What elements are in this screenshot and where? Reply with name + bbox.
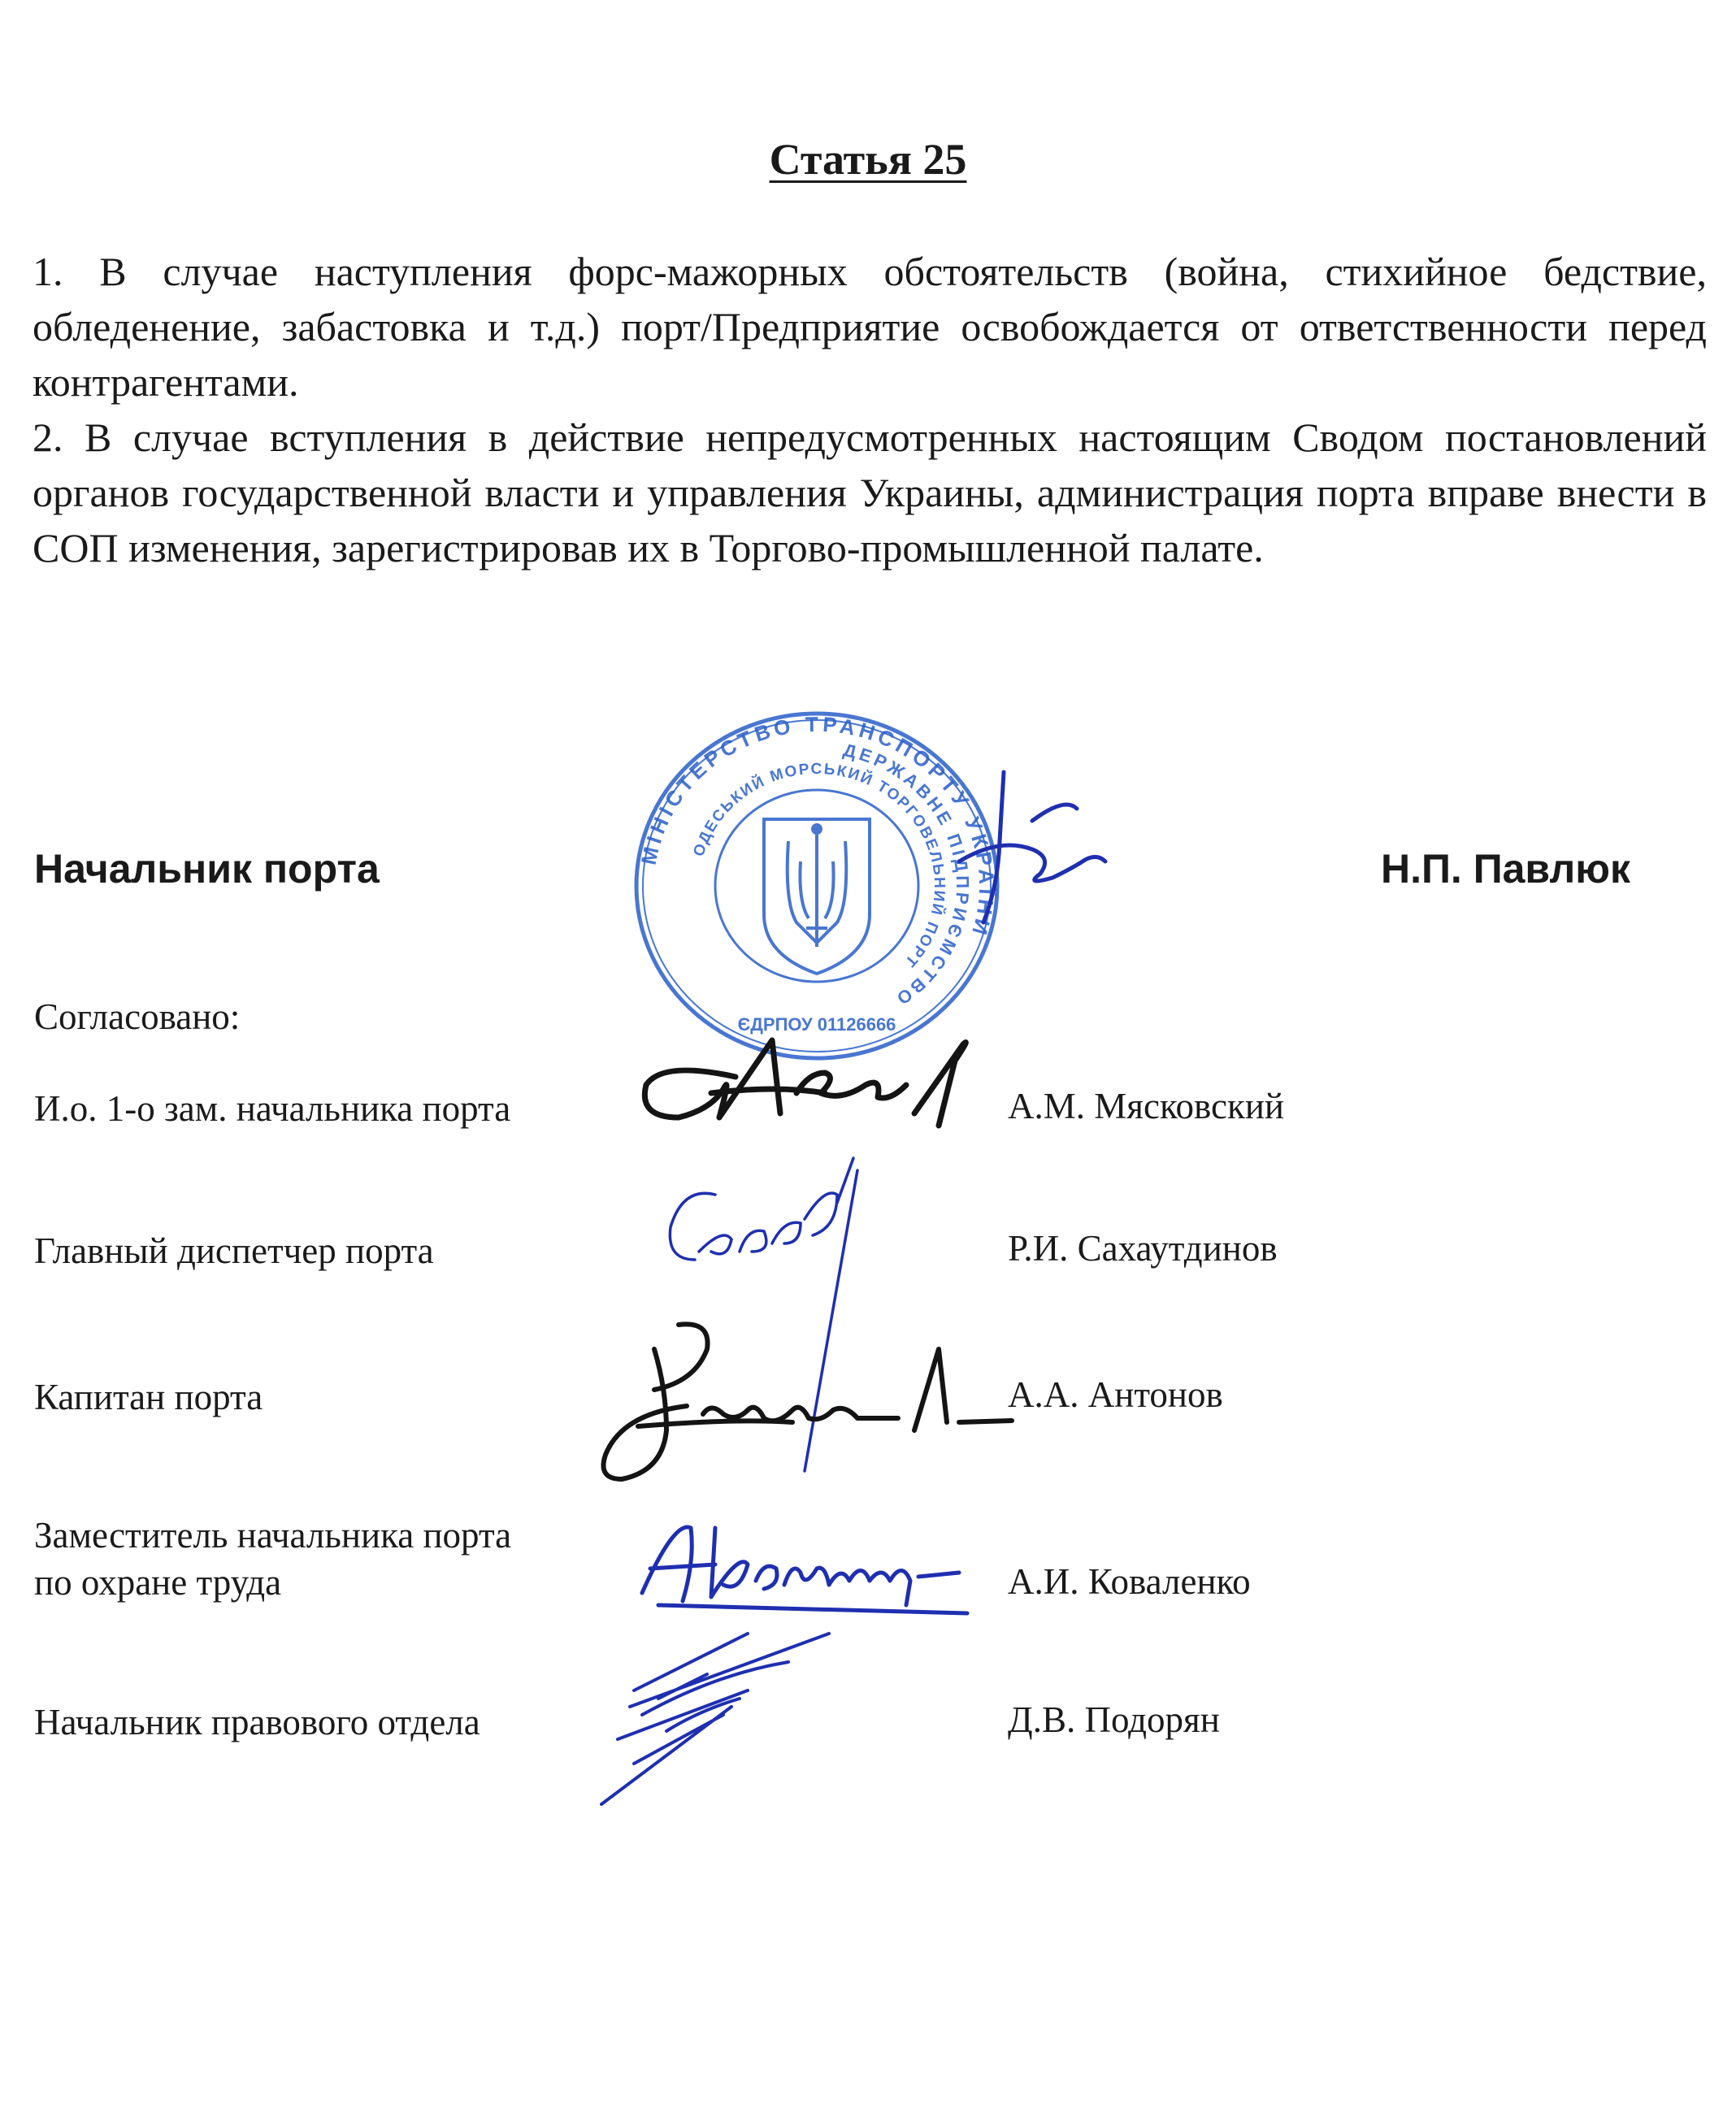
article-body (33, 244, 1707, 575)
paragraph-1: 1. В случае наступления форс-мажорных обстоятельств (война, стихийное бедствие, обледенение, забастовка и т.д.) порт/Предприятие освобождается от ответственности перед контрагентами. (33, 249, 1707, 405)
signatory-name-2: Р.И. Сахаутдинов (1008, 1228, 1278, 1269)
trident-emblem-icon (764, 819, 870, 974)
stamp-code-text: ЄДРПОУ 01126666 (737, 1014, 896, 1035)
signatory-role-4: Заместитель начальника порта по охране труда (34, 1515, 512, 1603)
signatory-role-3: Капитан порта (34, 1377, 263, 1417)
signature-5 (585, 1617, 878, 1820)
signatory-name-1: А.М. Мясковский (1008, 1086, 1285, 1126)
signatory-name-3: А.А. Антонов (1008, 1374, 1223, 1415)
stamp-middle-text: ДЕРЖАВНЕ ПІДПРИЄМСТВО (841, 739, 974, 1011)
head-role: Начальник порта (34, 846, 380, 892)
paragraph-2: 2. В случае вступления в действие непредусмотренных настоящим Сводом постановлений органов государственной власти и управления Украины, администрация порта вправе внести в СОП изменения, зарегистрировав их в Торгово-промышленной палате. (33, 414, 1707, 571)
article-title-text: Статья 25 (769, 135, 967, 184)
stamp-inner-text: ОДЕСЬКИЙ МОРСЬКИЙ ТОРГОВЕЛЬНИЙ ПОРТ (690, 760, 948, 971)
signatory-role-5: Начальник правового отдела (34, 1702, 480, 1742)
stamp-outer-text: МІНІСТЕРСТВО ТРАНСПОРТУ УКРАЇНИ (636, 711, 1000, 942)
article-title (0, 134, 1736, 184)
agreed-label: Согласовано: (34, 996, 241, 1037)
head-name: Н.П. Павлюк (1380, 846, 1630, 892)
signatory-name-4: А.И. Коваленко (1008, 1561, 1251, 1602)
signature-4 (626, 1504, 983, 1617)
signatory-name-5: Д.В. Подорян (1008, 1699, 1220, 1740)
signatory-role-1: И.о. 1-о зам. начальника порта (34, 1088, 511, 1129)
head-signature (910, 764, 1113, 943)
signature-3 (589, 1317, 1028, 1495)
signatory-role-2: Главный диспетчер порта (34, 1230, 434, 1271)
